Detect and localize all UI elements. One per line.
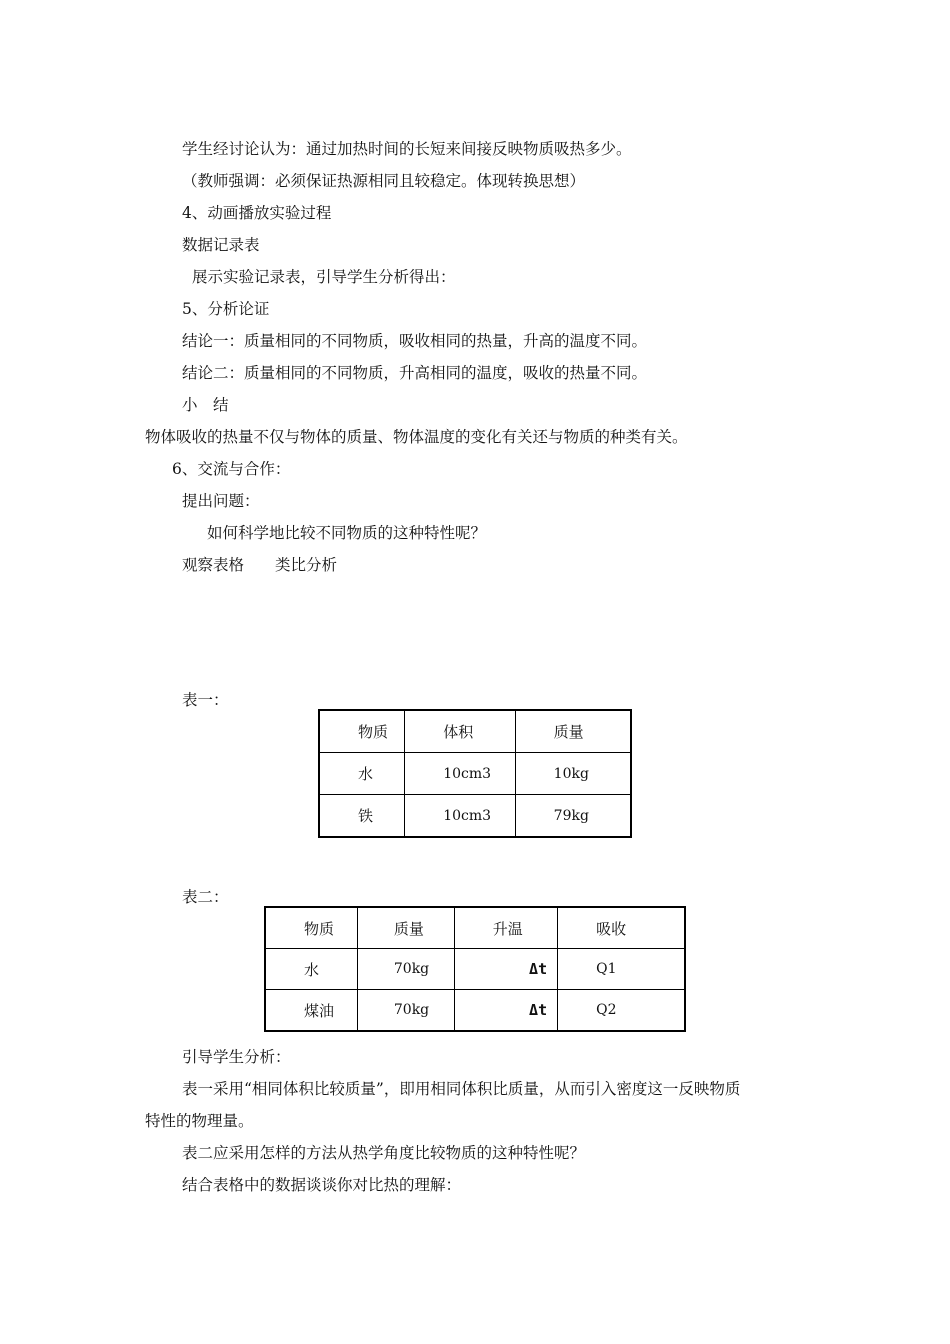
table-row [319, 795, 631, 838]
table-cell: Q1 [558, 949, 685, 990]
section-heading: 4、动画播放实验过程 [182, 204, 332, 222]
table-cell: Δt [454, 990, 557, 1032]
table-cell: 质量 [515, 710, 631, 753]
table-cell: 70kg [357, 990, 454, 1032]
table-cell: 铁 [319, 795, 405, 838]
table-cell: 70kg [357, 949, 454, 990]
summary-text: 物体吸收的热量不仅与物体的质量、物体温度的变化有关还与物质的种类有关。 [145, 428, 688, 446]
table-cell: 物质 [319, 710, 405, 753]
table-cell: 10kg [515, 753, 631, 795]
table-cell: 水 [265, 949, 357, 990]
table-row [319, 710, 631, 753]
paragraph: 提出问题： [182, 492, 260, 510]
table-cell: Δt [454, 949, 557, 990]
section-heading: 6、交流与合作： [172, 460, 291, 478]
paragraph: 特性的物理量。 [145, 1112, 254, 1130]
table-row [319, 753, 631, 795]
conclusion-one: 结论一：质量相同的不同物质，吸收相同的热量，升高的温度不同。 [182, 332, 648, 350]
table-one-label: 表一： [182, 691, 229, 709]
table-row [265, 949, 685, 990]
paragraph: 观察表格 类比分析 [182, 556, 338, 574]
table-cell: 水 [319, 753, 405, 795]
table-cell: 煤油 [265, 990, 357, 1032]
paragraph: 结合表格中的数据谈谈你对比热的理解： [182, 1176, 462, 1194]
paragraph: 表一采用“相同体积比较质量”，即用相同体积比质量，从而引入密度这一反映物质 [182, 1080, 741, 1098]
table-cell: 79kg [515, 795, 631, 838]
table-cell: 10cm3 [405, 795, 515, 838]
table-row [265, 907, 685, 949]
table-cell: Q2 [558, 990, 685, 1032]
table-two-label: 表二： [182, 888, 229, 906]
table-one [318, 709, 632, 838]
summary-heading: 小 结 [182, 396, 229, 414]
paragraph: 展示实验记录表，引导学生分析得出： [192, 268, 456, 286]
conclusion-two: 结论二：质量相同的不同物质，升高相同的温度，吸收的热量不同。 [182, 364, 648, 382]
table-cell: 体积 [405, 710, 515, 753]
question: 如何科学地比较不同物质的这种特性呢？ [207, 524, 487, 542]
table-row [265, 990, 685, 1032]
paragraph: （教师强调：必须保证热源相同且较稳定。体现转换思想） [182, 172, 586, 190]
paragraph: 数据记录表 [182, 236, 260, 254]
table-cell: 吸收 [558, 907, 685, 949]
paragraph: 学生经讨论认为：通过加热时间的长短来间接反映物质吸热多少。 [182, 140, 632, 158]
table-cell: 10cm3 [405, 753, 515, 795]
table-cell: 升温 [454, 907, 557, 949]
paragraph: 引导学生分析： [182, 1048, 291, 1066]
section-heading: 5、分析论证 [182, 300, 270, 318]
table-two [264, 906, 686, 1032]
table-cell: 物质 [265, 907, 357, 949]
table-cell: 质量 [357, 907, 454, 949]
paragraph: 表二应采用怎样的方法从热学角度比较物质的这种特性呢？ [182, 1144, 586, 1162]
